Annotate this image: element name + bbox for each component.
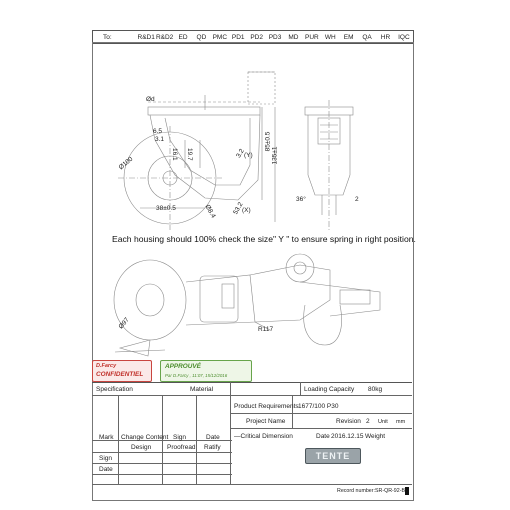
loading-capacity-value: 80kg [368, 386, 383, 393]
dim-36-deg: 36° [296, 196, 306, 203]
loading-capacity-label: Loading Capacity [304, 386, 355, 393]
sign-label: Sign [99, 455, 113, 462]
approved-label: APPROUVÉ [165, 363, 201, 370]
dim-85: 85±0.5 [264, 131, 272, 152]
confidential-label: CONFIDENTIEL [96, 371, 144, 378]
unit-value: mm [396, 419, 406, 425]
row-ratify: Ratify [204, 444, 221, 451]
routing-cell-md: MD [288, 33, 299, 41]
routing-cell-ed: ED [178, 33, 188, 41]
tente-logo [305, 448, 361, 464]
routing-cell-qd: QD [196, 33, 207, 41]
dim-r117: R117 [258, 326, 274, 333]
col-change-content: Change Content [121, 434, 169, 441]
routing-cell-qa: QA [362, 33, 372, 41]
dim-135: 135±1 [271, 146, 279, 165]
routing-cell-pd1: PD1 [231, 33, 245, 41]
col-date: Date [206, 434, 220, 441]
dim-y: (Y) [244, 152, 253, 159]
product-requirements-label: Product Requirements [234, 403, 299, 410]
project-name-label: Project Name [246, 418, 286, 425]
dim-3-2: 3.2 [235, 147, 246, 160]
dim-38: 38±0.5 [156, 205, 176, 212]
housing-check-note: Each housing should 100% check the size" Y " to ensure spring in right position. [112, 234, 416, 244]
row-design: Design [131, 444, 152, 451]
product-requirements-value: 1677/100 P30 [298, 403, 339, 410]
unit-label: Unit [378, 419, 388, 425]
approved-by-text: Par D.Farcy , 11:07, 15/12/2016 [165, 373, 228, 378]
logo-text: TENTE [315, 451, 351, 461]
weight-label: Weight [365, 433, 386, 440]
routing-cell-em: EM [343, 33, 354, 41]
material-label: Material [190, 386, 214, 393]
dim-16-1: 16.1 [171, 148, 178, 161]
col-mark: Mark [99, 434, 114, 441]
kingpin-outline [286, 254, 314, 282]
dim-od: Ød [146, 96, 155, 103]
routing-cell-wh: WH [324, 33, 336, 41]
specification-label: Specification [96, 386, 133, 393]
col-sign: Sign [173, 434, 187, 441]
dim-diameter-100: Ø100 [117, 155, 135, 172]
revision-label: Revision [336, 418, 361, 425]
routing-cell-hr: HR [380, 33, 391, 41]
routing-cell-rd1: R&D1 [137, 33, 155, 41]
dim-diameter-97: Ø97 [117, 316, 131, 331]
routing-cell-pmc: PMC [212, 33, 228, 41]
routing-cell-iqc: IQC [398, 33, 410, 41]
confidential-stamp [92, 360, 152, 382]
date-value: 2016.12.15 [331, 433, 364, 440]
critical-dimension-label: —Critical Dimension [234, 433, 293, 440]
dim-3-1: 3.1 [155, 136, 165, 143]
routing-cell-pd3: PD3 [268, 33, 282, 41]
record-number: Record number:SR-QR-92-B [337, 488, 405, 494]
routing-cell-pd2: PD2 [250, 33, 263, 41]
row-proofread: Proofread [167, 444, 196, 451]
dim-x: (X) [242, 207, 251, 214]
dim-53-2: 53.2 [232, 201, 245, 216]
routing-cell-pur: PUR [304, 33, 319, 41]
date2-label: Date [99, 466, 113, 473]
top-plate-outline [148, 107, 260, 115]
routing-cell-rd2: R&D2 [155, 33, 174, 41]
date-label: Date [316, 433, 330, 440]
dim-diameter-8-4: Ø8.4 [203, 203, 217, 220]
routing-to-label: To: [103, 33, 112, 41]
dim-6-5: 6.5 [153, 128, 163, 135]
revision-value: 2 [366, 418, 370, 425]
record-marker [405, 487, 409, 495]
drafter-name: D.Farcy [96, 363, 117, 369]
dim-19-7: 19.7 [186, 148, 193, 161]
approved-stamp [160, 360, 252, 382]
dim-2: 2 [355, 196, 359, 203]
